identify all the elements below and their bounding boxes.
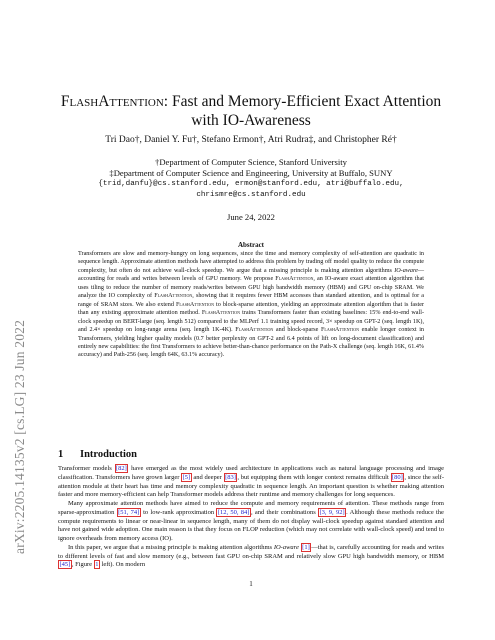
abstract-heading: Abstract xyxy=(237,241,265,249)
method-name: FlashAttention xyxy=(320,327,360,334)
body-text: —that is, carefully accounting for reads and writes to different levels of fast and slow memory (e.g., between fast GPU on-chip SRAM and relatively slow GPU high bandwidth memory, or HBM xyxy=(58,543,445,560)
section-heading-introduction xyxy=(58,448,137,461)
body-text: Transformer models xyxy=(58,465,115,472)
introduction-body xyxy=(58,465,444,570)
method-name: FlashAttention xyxy=(154,293,193,300)
citation-link[interactable]: [82] xyxy=(116,465,127,472)
author-emails xyxy=(58,179,444,201)
email-line-2[interactable]: chrismre@cs.stanford.edu xyxy=(196,191,306,199)
affiliations xyxy=(58,157,444,179)
abstract-emphasis: IO-aware xyxy=(394,267,418,274)
method-name: FlashAttention xyxy=(175,301,215,308)
abstract-text: to block-sparse attention, yielding an approximate attention algorithm that is faster than any existing approximate attention method. xyxy=(78,301,424,317)
title-rest: : Fast and Memory-Efficient Exact Attention with IO-Awareness xyxy=(163,93,442,129)
citation-link[interactable]: [3, 9, 92] xyxy=(319,508,345,516)
method-name: FlashAttention xyxy=(235,327,274,334)
publication-date: June 24, 2022 xyxy=(227,212,275,222)
citation-link[interactable]: [51, 74] xyxy=(118,508,140,516)
body-text: Many approximate attention methods have aimed to reduce the compute and memory requirements of attention. These methods range from sparse-approximation xyxy=(58,500,444,516)
arxiv-identifier-text: arXiv:2205.14135v2 [cs.LG] 23 Jun 2022 xyxy=(12,319,27,554)
body-text: , since the self-attention module at their heart has time and memory complexity quadratic in sequence length. An important question is whether making attention faster and more memory-efficient can help Transformer models address their runtime and memory challenges for long sequences. xyxy=(58,473,444,499)
paper-title xyxy=(58,92,444,130)
body-text: , and their combinations xyxy=(250,508,318,516)
abstract-text: , showing that it requires fewer HBM accesses than standard attention, and is optimal for a range of SRAM sizes. We also extend xyxy=(78,293,424,308)
abstract-text: trains Transformers faster than existing baselines: 15% end-to-end wall-clock speedup on BERT-large (seq. length 512) compared to the MLPerf 1.1 training speed record, 3× speedup on GPT-2 (seq. length 1K), and 2.4× speedup on long-range arena (seq. length 1K-4K). xyxy=(78,310,424,334)
figure-link[interactable]: 1 xyxy=(95,561,99,569)
method-name: FlashAttention xyxy=(275,276,314,283)
arxiv-identifier-stamp xyxy=(10,184,30,554)
abstract-body xyxy=(78,250,424,360)
citation-link[interactable]: [80] xyxy=(392,473,403,481)
body-text: have emerged as the most widely used architecture in applications such as natural language processing and image classification. Transformers have grown larger xyxy=(58,465,444,481)
affiliation-buffalo: ‡Department of Computer Science and Engineering, University at Buffalo, SUNY xyxy=(109,168,393,178)
section-number: 1 xyxy=(58,449,64,460)
body-text: , but equipping them with longer context remains difficult xyxy=(237,473,391,481)
citation-link[interactable]: [45] xyxy=(59,561,71,569)
method-name: FlashAttention xyxy=(60,93,164,110)
affiliation-stanford: †Department of Computer Science, Stanford University xyxy=(155,157,347,167)
body-text: left). On modern xyxy=(99,561,146,569)
paragraph xyxy=(58,465,444,500)
author-list: Tri Dao†, Daniel Y. Fu†, Stefano Ermon†, Atri Rudra‡, and Christopher Ré† xyxy=(105,135,397,145)
citation-link[interactable]: [12, 50, 84] xyxy=(217,508,250,516)
citation-link[interactable]: [1] xyxy=(302,543,310,551)
method-name: FlashAttention xyxy=(201,310,240,317)
abstract-text: and block-sparse xyxy=(273,327,321,334)
body-text: , Figure xyxy=(71,561,94,569)
abstract-text: , an IO-aware exact attention algorithm that uses tiling to reduce the number of memory reads/writes between GPU high bandwidth memory (HBM) and GPU on-chip SRAM. We analyze the IO complexity of xyxy=(78,276,424,300)
email-line-1[interactable]: {trid,danfu}@cs.stanford.edu, ermon@stanford.edu, atri@buffalo.edu, xyxy=(98,180,404,188)
citation-link[interactable]: [83] xyxy=(225,473,236,481)
body-text: and deeper xyxy=(191,473,224,481)
section-title: Introduction xyxy=(80,449,137,460)
abstract-text: enable longer context in Transformers, yielding higher quality models (0.7 better perplexity on GPT-2 and 6.4 points of lift on long-document classification) and entirely new capabilities: the first Transformers to achieve better-than-chance performance on the Path-X challenge (seq. length 16K, 61.4% accuracy) and Path-256 (seq. length 64K, 63.1% accuracy). xyxy=(78,327,424,359)
body-text: to low-rank approximation xyxy=(140,508,217,516)
paragraph xyxy=(58,544,444,570)
page-number: 1 xyxy=(249,580,253,588)
paragraph xyxy=(58,500,444,544)
body-text: In this paper, we argue that a missing principle is making attention algorithms xyxy=(68,543,274,551)
citation-link[interactable]: [5] xyxy=(182,473,191,481)
abstract-text: —accounting for reads and writes between levels of GPU memory. We propose xyxy=(78,267,424,283)
body-emphasis: IO-aware xyxy=(273,543,299,551)
abstract-text: Transformers are slow and memory-hungry on long sequences, since the time and memory complexity of self-attention are quadratic in sequence length. Approximate attention methods have attempted to address this problem by trading off model quality to reduce the compute complexity, but often do not achieve wall-clock speedup. We argue that a missing principle is making attention algorithms xyxy=(78,251,424,274)
body-text: . Although these methods reduce the compute requirements to linear or near-linear in sequence length, many of them do not display wall-clock speedup against standard attention and have not gained wide adoption. One main reason is that they focus on FLOP reduction (which may not correlate with wall-clock speed) and tend to ignore overheads from memory access (IO). xyxy=(58,508,444,542)
